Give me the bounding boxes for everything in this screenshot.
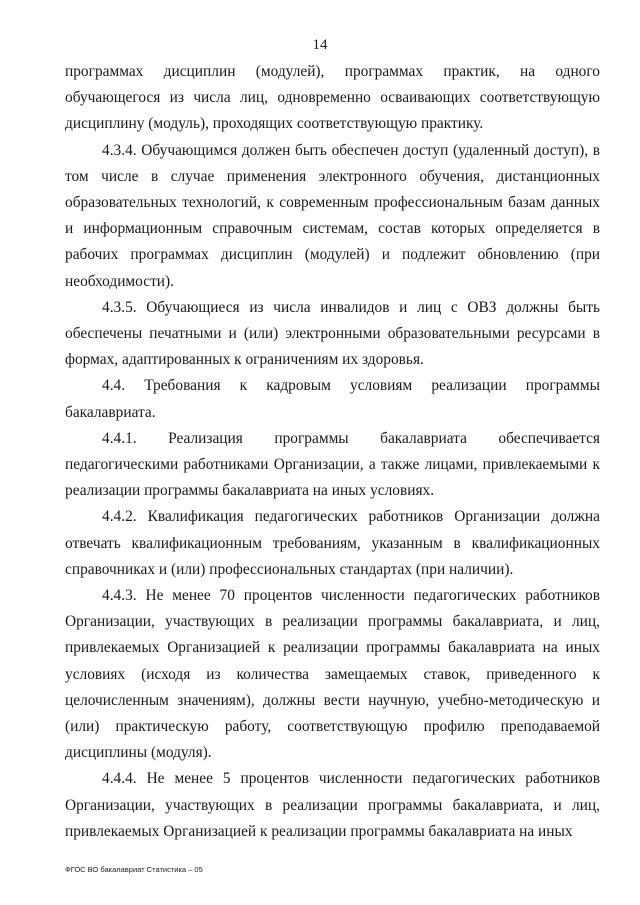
paragraph-4-4-2: 4.4.2. Квалификация педагогических работников Организации должна отвечать квалификационным требованиям, указанным в квалификационных справочниках и (или) профессиональных стандартах (при наличии). [65,508,600,578]
paragraph-4-4-1: 4.4.1. Реализация программы бакалавриата обеспечивается педагогическими работниками Организации, а также лицами, привлекаемыми к реализации программы бакалавриата на иных условиях. [65,429,600,500]
page-number: 14 [312,37,328,53]
paragraph-4-3-5: 4.3.5. Обучающиеся из числа инвалидов и лиц с ОВЗ должны быть обеспечены печатными и (или) электронными образовательными ресурсами в формах, адаптированных к ограничениям их здоровья. [65,298,600,369]
page-footer: ФГОС ВО бакалавриат Статистика – 05 [65,865,203,874]
paragraph-4-4-3: 4.4.3. Не менее 70 процентов численности педагогических работников Организации, участвующих в реализации программы бакалавриата, и лиц, привлекаемых Организацией к реализации программы бакалавриата на иных условиях (исходя из количества замещаемых ставок, приведенного к целочисленным значениям), должны вести научную, учебно-методическую и (или) практическую работу, соответствующую профилю преподаваемой дисциплины (модуля). [65,587,600,762]
document-body [65,59,600,845]
section-heading-4-4: 4.4. Требования к кадровым условиям реализации программы бакалавриата. [65,377,600,421]
paragraph-4-4-4: 4.4.4. Не менее 5 процентов численности педагогических работников Организации, участвующих в реализации программы бакалавриата, и лиц, привлекаемых Организацией к реализации программы бакалавриата на иных [65,770,600,840]
paragraph-continuation: программах дисциплин (модулей), программах практик, на одного обучающегося из числа лиц, одновременно осваивающих соответствующую дисциплину (модуль), проходящих соответствующую практику. [65,63,600,133]
paragraph-4-3-4: 4.3.4. Обучающимся должен быть обеспечен доступ (удаленный доступ), в том числе в случае применения электронного обучения, дистанционных образовательных технологий, к современным профессиональным базам данных и информационным справочным системам, состав которых определяется в рабочих программах дисциплин (модулей) и подлежит обновлению (при необходимости). [65,141,600,290]
